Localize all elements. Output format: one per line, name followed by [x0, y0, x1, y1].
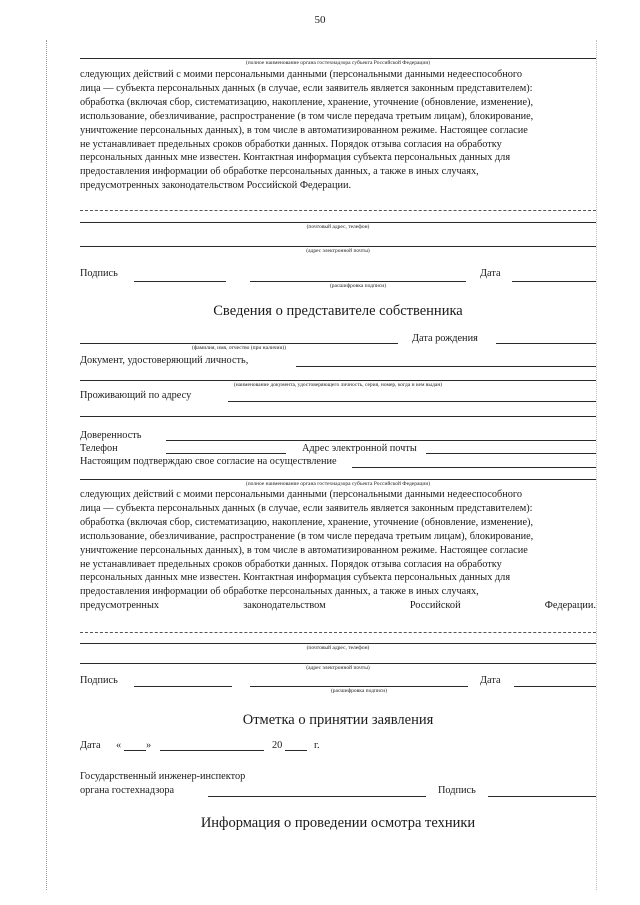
consent-line: использование, обезличивание, распространение (в том числе передача третьим лицам), блокирование,	[80, 110, 534, 122]
signature-label: Подпись	[80, 675, 118, 686]
inspector-signature-line[interactable]	[488, 796, 596, 797]
page-number: 50	[314, 14, 326, 26]
consent-line: не устанавливает предельных сроков обработки данных. Порядок отзыва согласия на обработку	[80, 558, 502, 570]
postal-address-line[interactable]	[80, 643, 596, 644]
acceptance-heading: Отметка о принятии заявления	[242, 712, 434, 728]
email-line[interactable]	[80, 246, 596, 247]
email-line[interactable]	[426, 453, 596, 454]
address-line-2[interactable]	[80, 416, 596, 417]
consent-line: уничтожение персональных данных), в том числе в автоматизированном режиме. Настоящее согласие	[80, 124, 528, 136]
fio-line[interactable]	[80, 343, 398, 344]
inspector-title-line1: Государственный инженер-инспектор	[80, 771, 246, 782]
year-line[interactable]	[285, 750, 307, 751]
quote-close: »	[146, 740, 152, 751]
decoding-caption: (расшифровка подписи)	[329, 283, 387, 289]
separator	[80, 210, 596, 211]
signature-line[interactable]	[134, 686, 232, 687]
fio-caption: (фамилия, имя, отчество (при наличии))	[191, 345, 287, 351]
authority-line[interactable]	[80, 58, 596, 59]
postal-caption: (почтовый адрес, телефон)	[306, 224, 370, 230]
consent-line: персональных данных мне известен. Контактная информация субъекта персональных данных для	[80, 152, 511, 164]
email-caption: (адрес электронной почты)	[306, 248, 370, 254]
document-line[interactable]	[296, 366, 596, 367]
email-label: Адрес электронной почты	[302, 443, 417, 454]
date-line[interactable]	[514, 686, 596, 687]
signature-label: Подпись	[80, 268, 118, 279]
consent-line: уничтожение персональных данных), в том числе в автоматизированном режиме. Настоящее согласие	[80, 544, 528, 556]
birth-date-label: Дата рождения	[412, 333, 478, 344]
representative-heading: Сведения о представителе собственника	[213, 303, 463, 319]
consent-text	[80, 488, 596, 613]
postal-address-line[interactable]	[80, 222, 596, 223]
consent-line: обработка (включая сбор, систематизацию, накопление, хранение, уточнение (обновление, изменение),	[80, 516, 534, 528]
word: Федерации.	[544, 600, 596, 612]
authority-line[interactable]	[80, 479, 596, 480]
date-label: Дата	[480, 268, 501, 279]
date-line[interactable]	[512, 281, 596, 282]
consent-line: лица — субъекта персональных данных (в случае, если заявитель является законным представителем):	[80, 502, 533, 514]
consent-line: лица — субъекта персональных данных (в случае, если заявитель является законным представителем):	[80, 82, 533, 94]
signature-line[interactable]	[134, 281, 226, 282]
power-of-attorney-label: Доверенность	[80, 430, 142, 441]
phone-line[interactable]	[166, 453, 286, 454]
inspection-heading: Информация о проведении осмотра техники	[200, 815, 476, 831]
consent-line: следующих действий с моими персональными данными (персональными данными недееспособного	[80, 489, 523, 500]
address-line[interactable]	[228, 401, 596, 402]
consent-line-spread	[80, 599, 596, 613]
postal-caption: (почтовый адрес, телефон)	[306, 645, 370, 651]
decoding-caption: (расшифровка подписи)	[330, 688, 388, 694]
consent-line: не устанавливает предельных сроков обработки данных. Порядок отзыва согласия на обработку	[80, 138, 502, 150]
address-label: Проживающий по адресу	[80, 390, 192, 401]
consent-line: предусмотренных законодательством Российской Федерации.	[80, 180, 352, 192]
month-line[interactable]	[160, 750, 264, 751]
consent-line-blank[interactable]	[352, 467, 596, 468]
consent-label: Настоящим подтверждаю свое согласие на осуществление	[80, 456, 337, 467]
phone-label: Телефон	[80, 443, 118, 454]
birth-date-line[interactable]	[496, 343, 596, 344]
consent-line: предоставления информации об обработке персональных данных, а также в иных случаях,	[80, 586, 479, 598]
inspector-name-line[interactable]	[208, 796, 426, 797]
document-caption: (наименование документа, удостоверяющего личность, серия, номер, когда и кем выдан)	[233, 382, 443, 388]
acceptance-date-label: Дата	[80, 740, 101, 751]
email-caption: (адрес электронной почты)	[306, 665, 370, 671]
quote-open: «	[116, 740, 122, 751]
signature-decoding-line[interactable]	[250, 281, 466, 282]
year-suffix: г.	[314, 740, 320, 751]
email-line[interactable]	[80, 663, 596, 664]
consent-line: предоставления информации об обработке персональных данных, а также в иных случаях,	[80, 166, 479, 178]
authority-caption: (полное наименование органа гостехнадзора субъекта Российской Федерации)	[245, 481, 431, 487]
right-margin-rule	[596, 40, 597, 890]
date-label: Дата	[480, 675, 501, 686]
signature-decoding-line[interactable]	[250, 686, 468, 687]
inspector-title-line2: органа гостехнадзора	[80, 785, 175, 796]
consent-line: следующих действий с моими персональными данными (персональными данными недееспособного	[80, 69, 523, 80]
day-line[interactable]	[124, 750, 146, 751]
power-of-attorney-line[interactable]	[166, 440, 596, 441]
consent-line: обработка (включая сбор, систематизацию, накопление, хранение, уточнение (обновление, изменение),	[80, 96, 534, 108]
inspector-signature-label: Подпись	[438, 785, 476, 796]
left-margin-rule	[46, 40, 47, 890]
consent-text	[80, 68, 596, 193]
authority-caption: (полное наименование органа гостехнадзора субъекта Российской Федерации)	[245, 60, 431, 66]
consent-line: использование, обезличивание, распространение (в том числе передача третьим лицам), блокирование,	[80, 530, 534, 542]
separator	[80, 632, 596, 633]
word: Российской	[409, 600, 461, 612]
document-line-2[interactable]	[80, 380, 596, 381]
word: законодательством	[243, 600, 326, 612]
document-label: Документ, удостоверяющий личность,	[80, 355, 249, 366]
word: предусмотренных	[80, 600, 160, 612]
year-prefix: 20	[272, 740, 283, 751]
consent-line: персональных данных мне известен. Контактная информация субъекта персональных данных для	[80, 572, 511, 584]
